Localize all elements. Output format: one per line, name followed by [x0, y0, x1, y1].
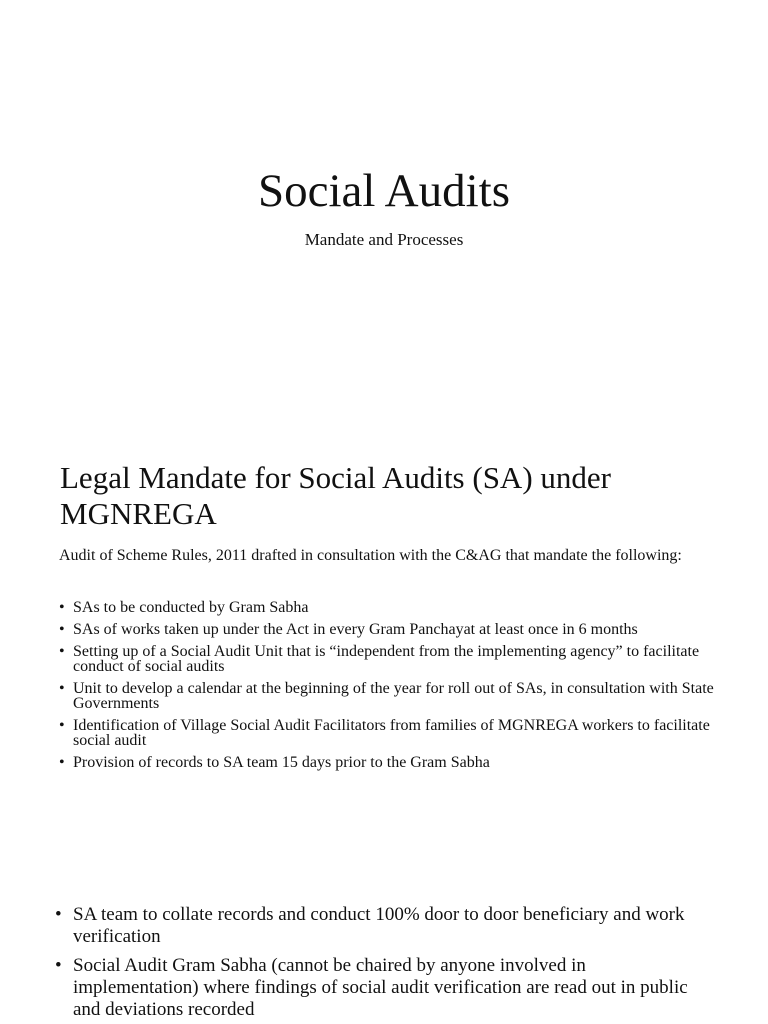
- bullet-icon: •: [59, 621, 65, 638]
- mandate-bullet-list: [59, 600, 719, 777]
- list-item-text: Identification of Village Social Audit Facilitators from families of MGNREGA workers to facilitate social audit: [73, 717, 710, 749]
- list-item-text: Unit to develop a calendar at the beginning of the year for roll out of SAs, in consultation with State Governments: [73, 680, 714, 712]
- bullet-icon: •: [55, 955, 62, 976]
- process-bullet-list: [55, 904, 715, 1024]
- slide-heading: Legal Mandate for Social Audits (SA) under MGNREGA: [60, 460, 611, 531]
- presentation-subtitle: Mandate and Processes: [304, 230, 464, 249]
- legal-mandate-slide: [0, 430, 768, 850]
- list-item: [59, 755, 719, 770]
- bullet-icon: •: [59, 754, 65, 771]
- list-item-text: SA team to collate records and conduct 100% door to door beneficiary and work verification: [73, 904, 685, 947]
- bullet-icon: •: [59, 643, 65, 660]
- list-item: [55, 904, 715, 948]
- list-item: [59, 622, 719, 637]
- list-item-text: Provision of records to SA team 15 days prior to the Gram Sabha: [73, 754, 490, 771]
- list-item-text: Social Audit Gram Sabha (cannot be chaired by anyone involved in implementation) where findings of social audit verification are read out in public and deviations recorded: [73, 955, 688, 1020]
- list-item: [59, 681, 719, 711]
- bullet-icon: •: [55, 904, 62, 925]
- bullet-icon: •: [59, 680, 65, 697]
- bullet-icon: •: [59, 717, 65, 734]
- list-item-text: SAs of works taken up under the Act in every Gram Panchayat at least once in 6 months: [73, 621, 638, 638]
- list-item: [59, 600, 719, 615]
- presentation-title: Social Audits: [258, 165, 510, 217]
- list-item: [55, 955, 715, 1021]
- list-item: [59, 718, 719, 748]
- list-item-text: SAs to be conducted by Gram Sabha: [73, 599, 309, 616]
- slide-intro-text: Audit of Scheme Rules, 2011 drafted in consultation with the C&AG that mandate the following:: [59, 547, 682, 564]
- list-item: [59, 644, 719, 674]
- bullet-icon: •: [59, 599, 65, 616]
- title-slide: [0, 0, 768, 430]
- list-item-text: Setting up of a Social Audit Unit that is “independent from the implementing agency” to facilitate conduct of social audits: [73, 643, 700, 675]
- continuation-slide: [0, 850, 768, 1024]
